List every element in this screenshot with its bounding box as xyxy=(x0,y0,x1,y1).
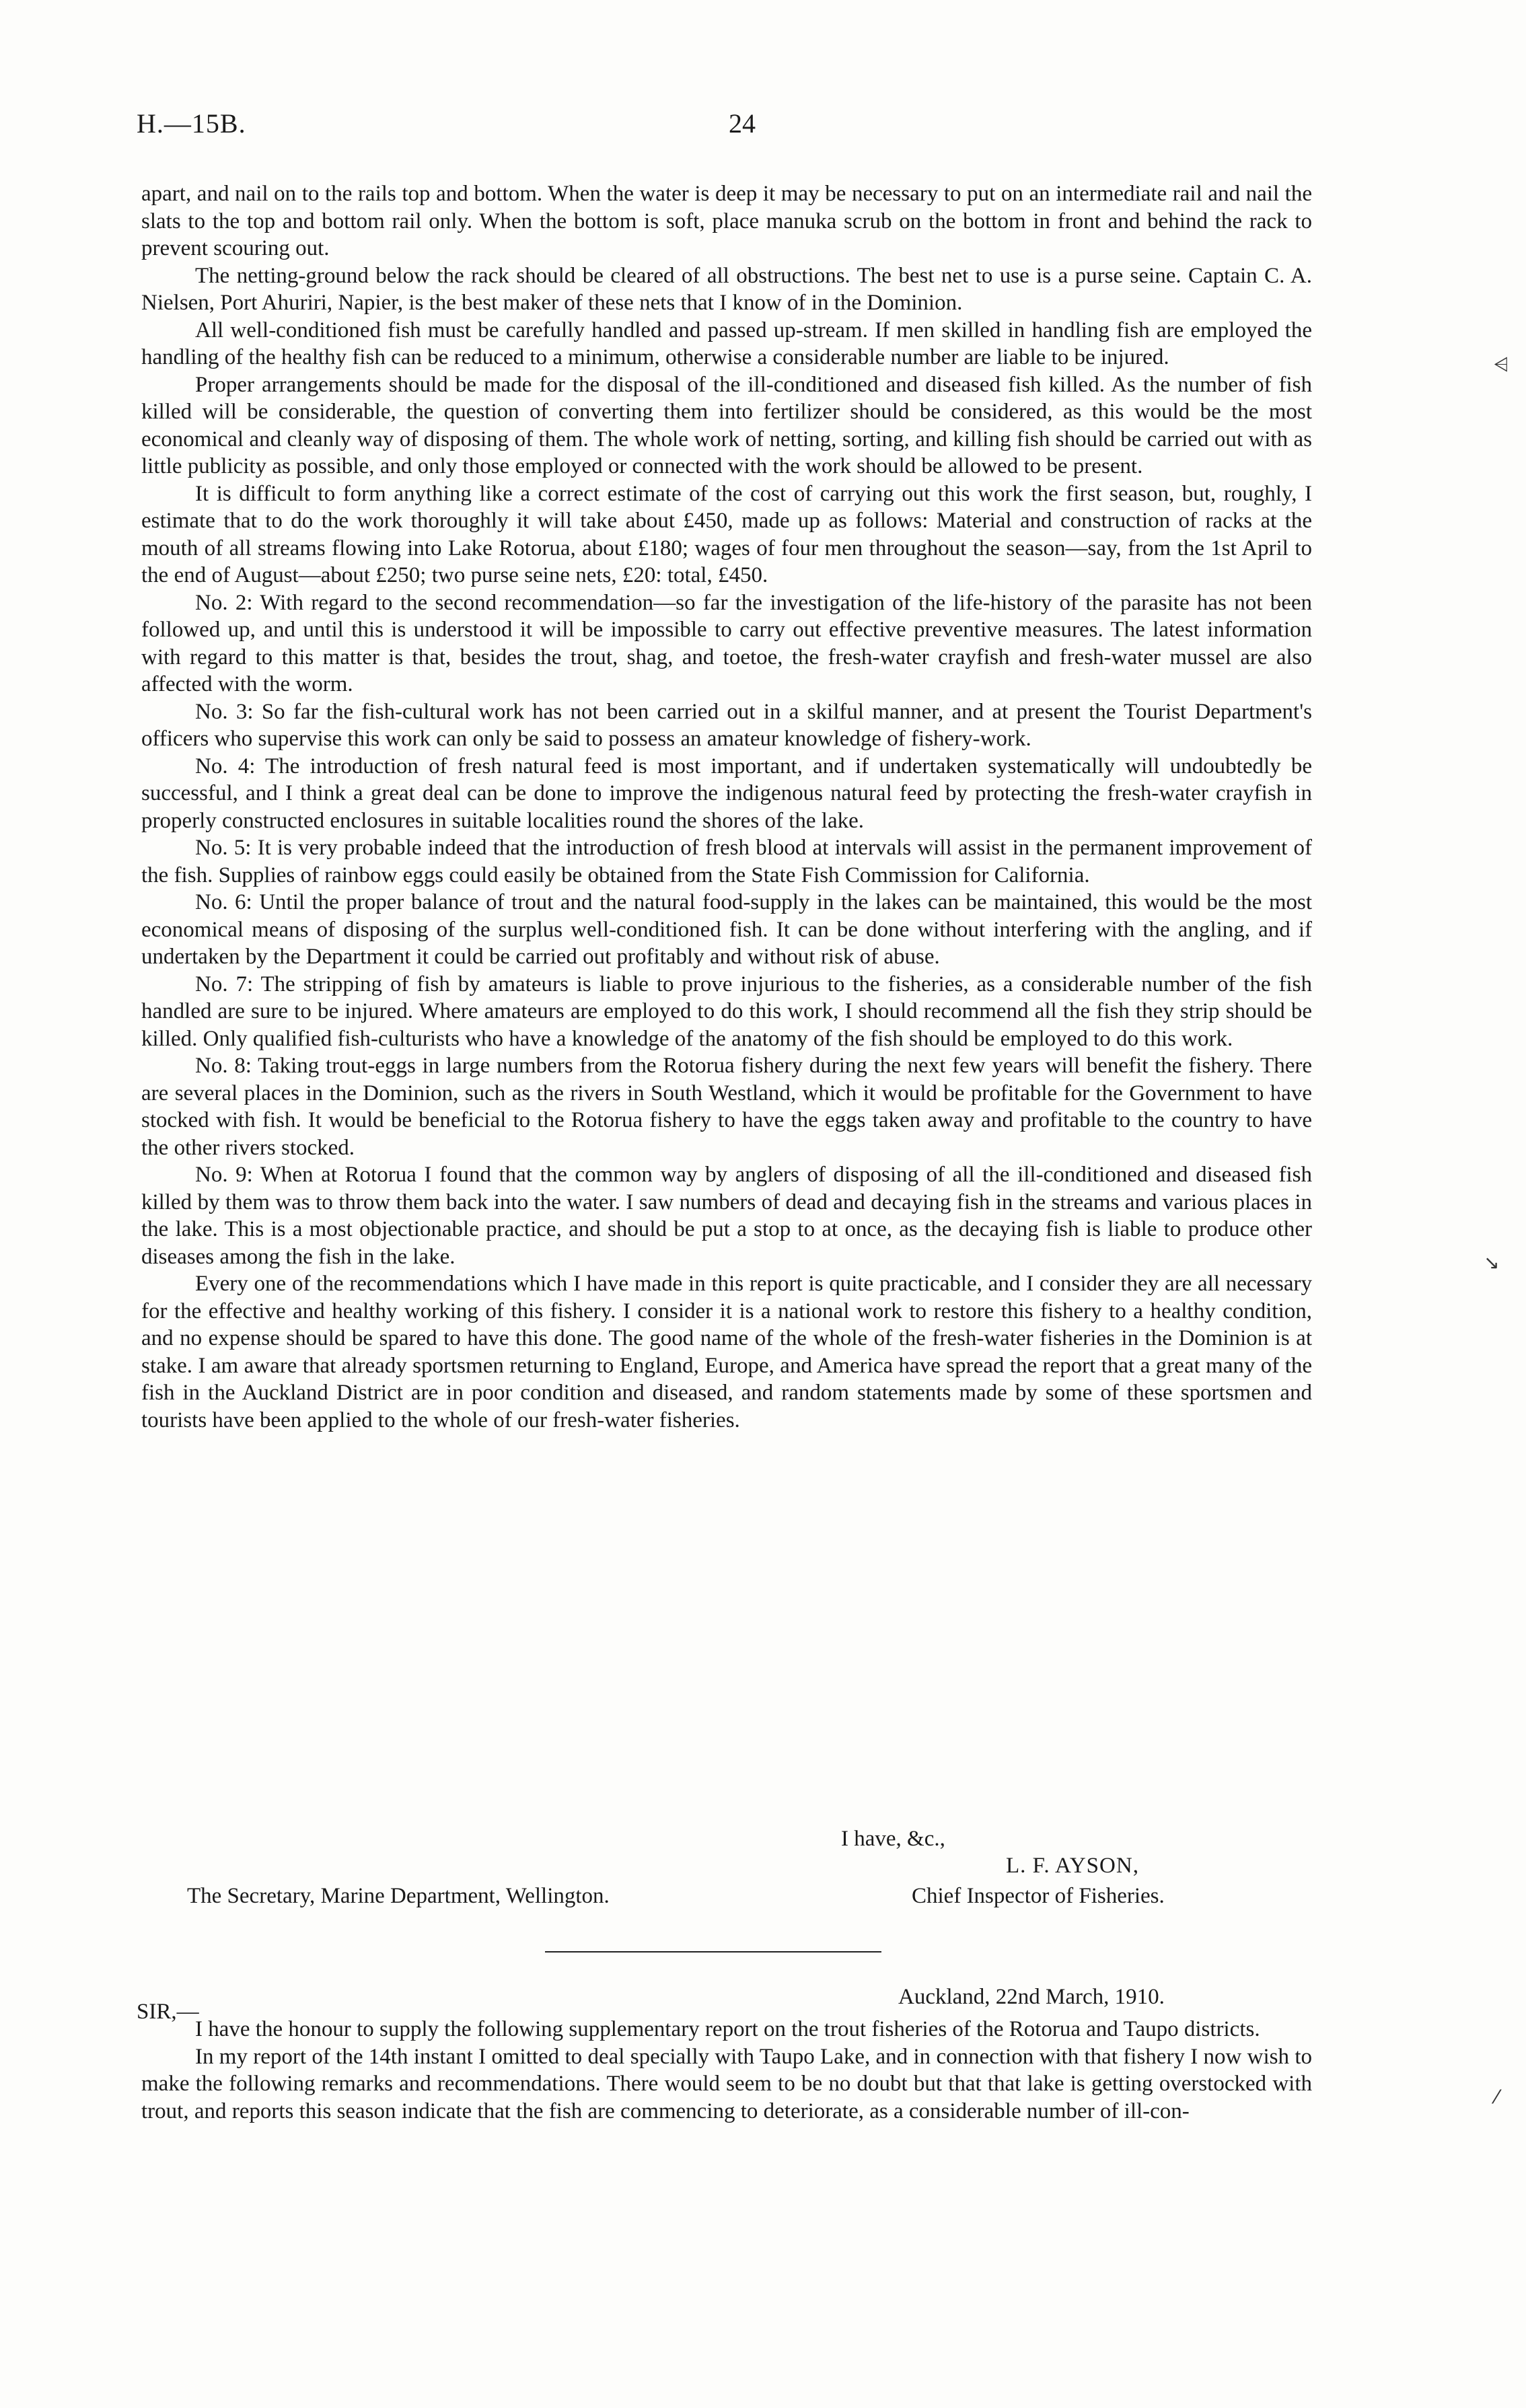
supplementary-letter-body xyxy=(141,2016,1312,2125)
report-paragraph: No. 9: When at Rotorua I found that the common way by anglers of disposing of all the ill-conditioned and diseased fish killed by them was to throw them back into the water. I saw numbers of dead and decaying fish in the streams and various places in the lake. This is a most objectionable practice, and should be put a stop to at once, as the decaying fish is liable to produce other diseases among the fish in the lake. xyxy=(141,1163,1312,1269)
margin-mark: ⩤ xyxy=(1494,353,1509,375)
report-paragraph: No. 7: The stripping of fish by amateurs is liable to prove injurious to the fisheries, as a considerable number of the fish handled are sure to be injured. Where amateurs are employed to do this work, I should recommend all the fish they strip should be killed. Only qualified fish-culturists who have a knowledge of the anatomy of the fish should be employed to do this work. xyxy=(141,972,1312,1051)
report-paragraph: apart, and nail on to the rails top and bottom. When the water is deep it may be necessary to put on an intermediate rail and nail the slats to the top and bottom rail only. When the bottom is soft, place manuka scrub on the bottom in front and behind the rack to prevent scouring out. xyxy=(141,182,1312,260)
margin-mark: ⁄ xyxy=(1495,2086,1498,2108)
report-body xyxy=(141,180,1312,1434)
report-paragraph: No. 5: It is very probable indeed that the introduction of fresh blood at intervals will assist in the permanent improvement of the fish. Supplies of rainbow eggs could easily be obtained from the State Fish Commission for California. xyxy=(141,836,1312,887)
report-paragraph: No. 8: Taking trout-eggs in large numbers from the Rotorua fishery during the next few years will benefit the fishery. There are several places in the Dominion, such as the rivers in South Westland, which it would be profitable for the Government to have stocked with fish. It would be beneficial to the Rotorua fishery to have the eggs taken away and profitable to the country to have the other rivers stocked. xyxy=(141,1054,1312,1160)
letter-paragraph: In my report of the 14th instant I omitted to deal specially with Taupo Lake, and in connection with that fishery I now wish to make the following remarks and recommendations. There would seem to be no doubt but that that lake is getting overstocked with trout, and reports this season indicate that the fish are commencing to deteriorate, as a considerable number of ill-con- xyxy=(141,2044,1312,2123)
report-paragraph: No. 4: The introduction of fresh natural feed is most important, and if undertaken systematically will undoubtedly be successful, and I think a great deal can be done to improve the indigenous natural feed by protecting the fresh-water crayfish in properly constructed enclosures in suitable localities round the shores of the lake. xyxy=(141,754,1312,833)
report-paragraph: No. 3: So far the fish-cultural work has not been carried out in a skilful manner, and at present the Tourist Department's officers who supervise this work can only be said to possess an amateur knowledge of fishery-work. xyxy=(141,699,1312,751)
letter-date-line: Auckland, 22nd March, 1910. xyxy=(898,1985,1165,2009)
document-reference: H.—15B. xyxy=(137,108,246,139)
closing-phrase: I have, &c., xyxy=(841,1827,945,1851)
section-divider xyxy=(545,1951,881,1953)
signatory-title: Chief Inspector of Fisheries. xyxy=(912,1884,1165,1908)
signatory-name: L. F. AYSON, xyxy=(1006,1854,1139,1878)
letter-paragraph: I have the honour to supply the following supplementary report on the trout fisheries of the Rotorua and Taupo districts. xyxy=(195,2017,1260,2041)
page-number: 24 xyxy=(729,108,756,139)
page-header xyxy=(137,108,1314,148)
report-paragraph: Proper arrangements should be made for the disposal of the ill-conditioned and diseased fish killed. As the number of fish killed will be considerable, the question of converting them into fertilizer should be considered, as this would be the most economical and cleanly way of disposing of them. The whole work of netting, sorting, and killing fish should be carried out with as little publicity as possible, and only those employed or connected with the work should be allowed to be present. xyxy=(141,372,1312,478)
report-paragraph: No. 6: Until the proper balance of trout and the natural food-supply in the lakes can be maintained, this would be the most economical means of disposing of the surplus well-conditioned fish. It can be done without interfering with the angling, and if undertaken by the Department it could be carried out profitably and without risk of abuse. xyxy=(141,890,1312,969)
letter-salutation: SIR,— xyxy=(137,2000,199,2024)
addressee-line: The Secretary, Marine Department, Wellington. xyxy=(187,1884,610,1908)
report-paragraph: The netting-ground below the rack should be cleared of all obstructions. The best net to use is a purse seine. Captain C. A. Nielsen, Port Ahuriri, Napier, is the best maker of these nets that I know of in the Dominion. xyxy=(141,263,1312,315)
report-paragraph: No. 2: With regard to the second recommendation—so far the investigation of the life-history of the parasite has not been followed up, and until this is understood it will be impossible to carry out effective preventive measures. The latest information with regard to this matter is that, besides the trout, shag, and toetoe, the fresh-water crayfish and fresh-water mussel are also affected with the worm. xyxy=(141,590,1312,696)
report-paragraph: All well-conditioned fish must be carefully handled and passed up-stream. If men skilled in handling fish are employed the handling of the healthy fish can be reduced to a minimum, otherwise a considerable number are liable to be injured. xyxy=(141,318,1312,369)
margin-mark: ↘ xyxy=(1484,1251,1500,1274)
report-paragraph: It is difficult to form anything like a correct estimate of the cost of carrying out this work the first season, but, roughly, I estimate that to do the work thoroughly it will take about £450, made up as follows: Material and construction of racks at the mouth of all streams flowing into Lake Rotorua, about £180; wages of four men throughout the season—say, from the 1st April to the end of August—about £250; two purse seine nets, £20: total, £450. xyxy=(141,481,1312,587)
report-paragraph: Every one of the recommendations which I have made in this report is quite practicable, and I consider they are all necessary for the effective and healthy working of this fishery. I consider it is a national work to restore this fishery to a healthy condition, and no expense should be spared to have this done. The good name of the whole of the fresh-water fisheries in the Dominion is at stake. I am aware that already sportsmen returning to England, Europe, and America have spread the report that a great many of the fish in the Auckland District are in poor condition and diseased, and random statements made by some of these sportsmen and tourists have been applied to the whole of our fresh-water fisheries. xyxy=(141,1272,1312,1432)
